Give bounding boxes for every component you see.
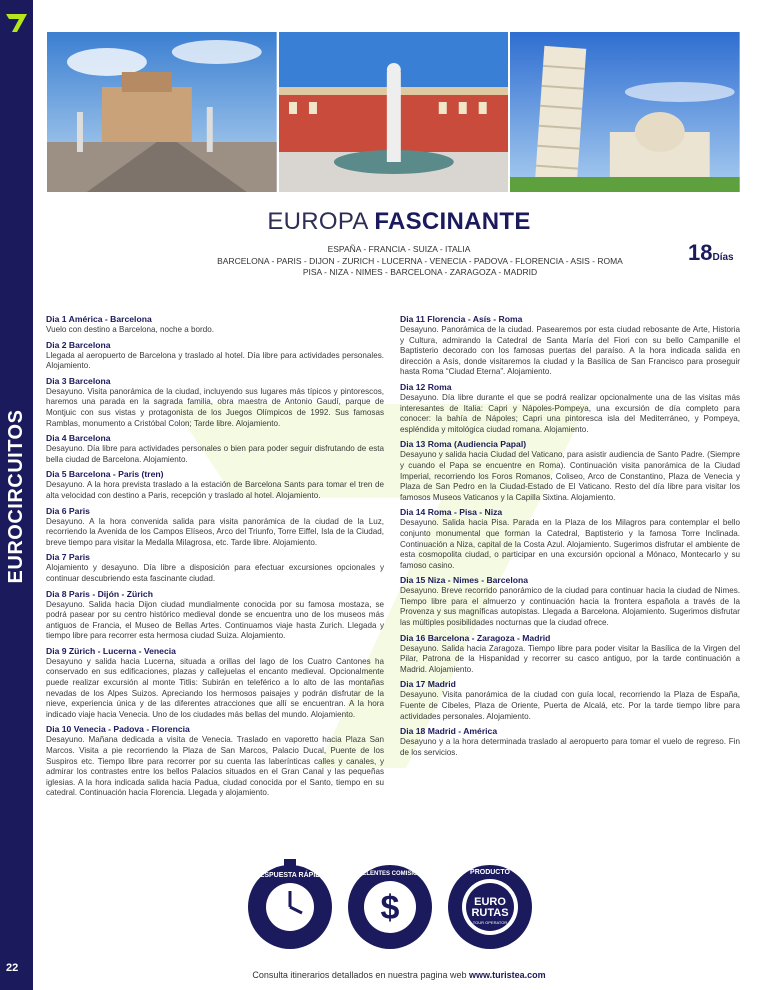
itinerary-day-text: Desayuno. Día libre para actividades personales o bien para poder seguir disfrutando de esta bella ciudad de Barcelona. Alojamiento. [46,444,384,464]
itinerary-day-title: Dia 7 Paris [46,552,90,563]
itinerary-day-title: Dia 10 Venecia - Padova - Florencia [46,724,190,735]
itinerary-day-title: Dia 11 Florencia - Asís - Roma [400,314,523,324]
itinerary-day-title: Dia 14 Roma - Pisa - Niza [400,507,503,518]
itinerary-day-title: Dia 8 Paris - Dijón - Zürich [46,588,153,599]
itinerary-right-column [400,314,740,762]
respuesta-rapida-badge [248,859,332,949]
brand-bottom-text: RUTAS [471,907,509,919]
itinerary-day-title: Dia 6 Paris [46,505,90,516]
itinerary-day [46,506,384,549]
itinerary-day-text: Desayuno. Mañana dedicada a visita de Venecia. Traslado en vaporetto hacia Plaza San Marcos. Visita a pie recorriendo la Plaza de San Marcos, Palacio Ducal, Puente de los Suspiros etc. Tiempo libre para recorrer por su cuenta las laberínticas calles y canales, y admirar los contrastes entre los bellos Palacios situados en el Gran Canal y las pequeñas iglesias. A la hora indicada salida hacia Padua, ciudad conocida por el Santo, tiempo en su catedral. Continuación hacia Florencia. Llegada y alojamiento. [46,735,384,798]
itinerary-day [46,646,384,721]
itinerary-day [46,314,384,336]
brand-top-text: EURO [474,896,506,908]
itinerary-day [400,633,740,676]
excelentes-comisiones-badge [348,865,432,949]
badges-row [240,855,540,955]
itinerary-day-title: Dia 15 Niza - Nimes - Barcelona [400,575,528,586]
itinerary-day-title: Dia 2 Barcelona [46,339,111,350]
itinerary-left-column [46,314,384,803]
duration-badge [688,240,734,266]
itinerary-day-title: Dia 13 Roma (Audiencia Papal) [400,439,527,450]
photo-nice-fountain [279,32,509,192]
footer [33,970,765,980]
itinerary-day-text: Desayuno. Panorámica de la ciudad. Pasearemos por esta ciudad rebosante de Arte, Historia y Cultura, admirando la Catedral de Santa María del Fiori con su bello Campanille el Baptisterio decorado con los famosas puertas del paraíso. A la hora indicada salida en dirección a Asís, donde visitaremos la ciudad y la Basílica de San Francisco para proseguir hasta Roma “Ciudad Eterna”. Alojamiento. [400,325,740,377]
respuesta-rapida-text: RESPUESTA RÁPIDA [254,872,326,879]
section-title: EUROCIRCUITOS [5,409,27,584]
sidebar [0,0,33,990]
trip-title-light: EUROPA [267,208,368,235]
itinerary-day-text: Vuelo con destino a Barcelona, noche a bordo. [46,325,214,334]
itinerary-day [400,314,740,378]
footer-text: Consulta itinerarios detallados en nuestra pagina web [252,970,467,980]
duration-number: 18 [688,240,713,265]
itinerary-day-title: Dia 4 Barcelona [46,433,111,444]
itinerary-day [46,552,384,584]
itinerary-day [400,575,740,628]
itinerary-day [400,726,740,758]
itinerary-day [46,433,384,465]
photo-strip [47,32,740,192]
itinerary-day-title: Dia 9 Zürich - Lucerna - Venecia [46,645,176,656]
itinerary-day-title: Dia 17 Madrid [400,679,456,690]
itinerary-day-text: Desayuno y salida hacia Ciudad del Vaticano, para asistir audiencia de Santo Padre. (Siempre y cuando el Papa se encuentre en Roma). Continuación visita panorámica de la Ciudad Imperial, recorriendo los Foros Romanos, Coliseo, Arco de Constantino, Plaza de Venecia y Plaza de San Pedro en la Ciudad-Estado de El Vaticano. Resto del día libre para visitar los famosos Museos Vaticanos y la Capilla Sixtina. Alojamiento. [400,450,740,502]
producto-eurorutas-badge [448,865,532,949]
itinerary-day [400,507,740,571]
itinerary-day [46,589,384,642]
itinerary-day-title: Dia 18 Madrid - América [400,726,498,737]
page-number: 22 [6,962,19,974]
itinerary-day-title: Dia 1 América - Barcelona [46,314,152,324]
itinerary-day [46,469,384,501]
itinerary-day-text: Desayuno. Visita panorámica de la ciudad, incluyendo sus lugares más típicos y pintorescos, haremos una parada en la sagrada familia, obra maestra de Antonio Gaudí, parque de Montjuic con sus vistas y protagonista de los Juegos Olímpicos de 1992. Sus famosas Ramblas, monumento a Cristóbal Colon; Tarde libre. Alojamiento. [46,386,384,428]
itinerary-day-title: Dia 16 Barcelona - Zaragoza - Madrid [400,632,551,643]
itinerary-day-text: Desayuno. Salida hacia Pisa. Parada en la Plaza de los Milagros para contemplar el bello conjunto monumental que forman la Catedral, Baptisterio y la famosa Torre Inclinada. Continuación a Niza, capital de la Costa Azul. Alojamiento. Sugerimos disfrutar el ambiente de esta cosmopolita ciudad, o participar en una excursión opcional a Mónaco, Montecarlo y su famoso casino. [400,518,740,570]
countries-list: ESPAÑA - FRANCIA - SUIZA - ITALIA [327,244,471,254]
itinerary-day-title: Dia 12 Roma [400,381,452,392]
itinerary-day-text: Desayuno. Salida hacia Dijon ciudad mundialmente conocida por su famosa mostaza, se podrá pasear por su centro histórico medieval donde se encuentra uno de los museos más antiguos de Francia, el Museo de Bellas Artes. Continuamos viaje hasta Zurich. Llegada y tiempo libre para recorrer esta hermosa ciudad Suiza. Alojamiento. [46,599,384,641]
itinerary-day-text: Desayuno. A la hora convenida salida para visita panorámica de la ciudad de la Luz, recorriendo la Avenida de los Campos Elíseos, Arco del Triunfo, Torre Eiffel, Isla de la Ciudad, breve tiempo para visitar la Medalla Milagrosa, etc. Tarde libre. Alojamiento. [46,516,384,547]
route-list: BARCELONA - PARIS - DIJON - ZURICH - LUCERNA - VENECIA - PADOVA - FLORENCIA - ASIS - ROMA PISA - NIZA - NIMES - BARCELONA - ZARAGOZA - MADRID [217,256,623,277]
itinerary-day [46,340,384,372]
brand-logo-icon [3,10,31,36]
itinerary-day-title: Dia 5 Barcelona - Paris (tren) [46,469,164,480]
itinerary-day [46,724,384,799]
duration-unit: Días [712,252,734,263]
itinerary-day [400,439,740,503]
photo-rome-castle [47,32,277,192]
photo-pisa-tower [510,32,740,192]
dollar-icon: $ [380,889,400,927]
itinerary-day-text: Desayuno. Breve recorrido panorámico de la ciudad para continuar hacia la ciudad de Nimes. Tiempo libre para el almuerzo y continuación hacia la frontera española a través de la Provenza y sus magníficas autopistas. Llegada a Barcelona. Alojamiento. Sugerimos disfrutar las múltiples posibilidades nocturnas que la ciudad ofrece. [400,586,740,628]
itinerary-day-text: Llegada al aeropuerto de Barcelona y traslado al hotel. Día libre para actividades personales. Alojamiento. [46,350,384,371]
itinerary-day-title: Dia 3 Barcelona [46,375,111,386]
producto-text: PRODUCTO [470,869,510,876]
excelentes-comisiones-text: EXCELENTES COMISIONES [349,871,431,877]
itinerary-day [400,679,740,722]
itinerary-day-text: Desayuno. Visita panorámica de la ciudad con guía local, recorriendo la Plaza de España, Fuente de Cibeles, Plaza de Oriente, Puerta de Alcalá, etc. Por la tarde tiempo libre para actividades personales. Alojamiento. [400,690,740,721]
itinerary-day [400,382,740,435]
itinerary-day-text: Desayuno y a la hora determinada traslado al aeropuerto para tomar el vuelo de regreso. Fin de los servicios. [400,737,740,757]
itinerary-day-text: Alojamiento y desayuno. Día libre a disposición para efectuar excursiones opcionales y continuar descubriendo esta fascinante ciudad. [46,563,384,583]
itinerary-day-text: Desayuno y salida hacia Lucerna, situada a orillas del lago de los Cuatro Cantones ha conservado en sus edificaciones, plazas y callejuelas el encanto medieval. Opcionalmente puede realizar excursión al monte Titlis: Subirán en teleférico a lo alto de las montañas nevadas de los Alpes Suizos. Apreciando los hermosos paisajes y podrán disfrutar de la nieve, experiencia única y de las diferentes atracciones que allí se encuentran. A la hora indicado viaje hacia Venecia. Uno de los ciudades más bellas del mundo. Alojamiento. [46,656,384,719]
itinerary-day-text: Desayuno. Día libre durante el que se podrá realizar opcionalmente una de las visitas más interesantes de Italia: Capri y Nápoles-Pompeya, una excursión de día completo para conocer: la bahía de Nápoles; Capri una pintoresca isla del Mediterráneo, y Pompeya, espléndida y mitológica ciudad romana. Alojamiento. [400,392,740,434]
itinerary-day-text: Desayuno. A la hora prevista traslado a la estación de Barcelona Sants para tomar el tren de alta velocidad con destino a Paris, recepción y traslado al hotel. Alojamiento. [46,480,384,500]
trip-title [33,208,765,236]
itinerary-day [46,376,384,429]
brand-sub-text: TOUR OPERATOR [472,920,508,925]
trip-title-bold: FASCINANTE [374,208,531,235]
footer-link[interactable]: www.turistea.com [468,970,546,980]
itinerary-day-text: Desayuno. Salida hacia Zaragoza. Tiempo libre para poder visitar la Basílica de la Virgen del Pilar, Patrona de la Hispanidad y recorrer su casco antiguo, por la tarde continuación a Madrid. Alojamiento. [400,643,740,674]
